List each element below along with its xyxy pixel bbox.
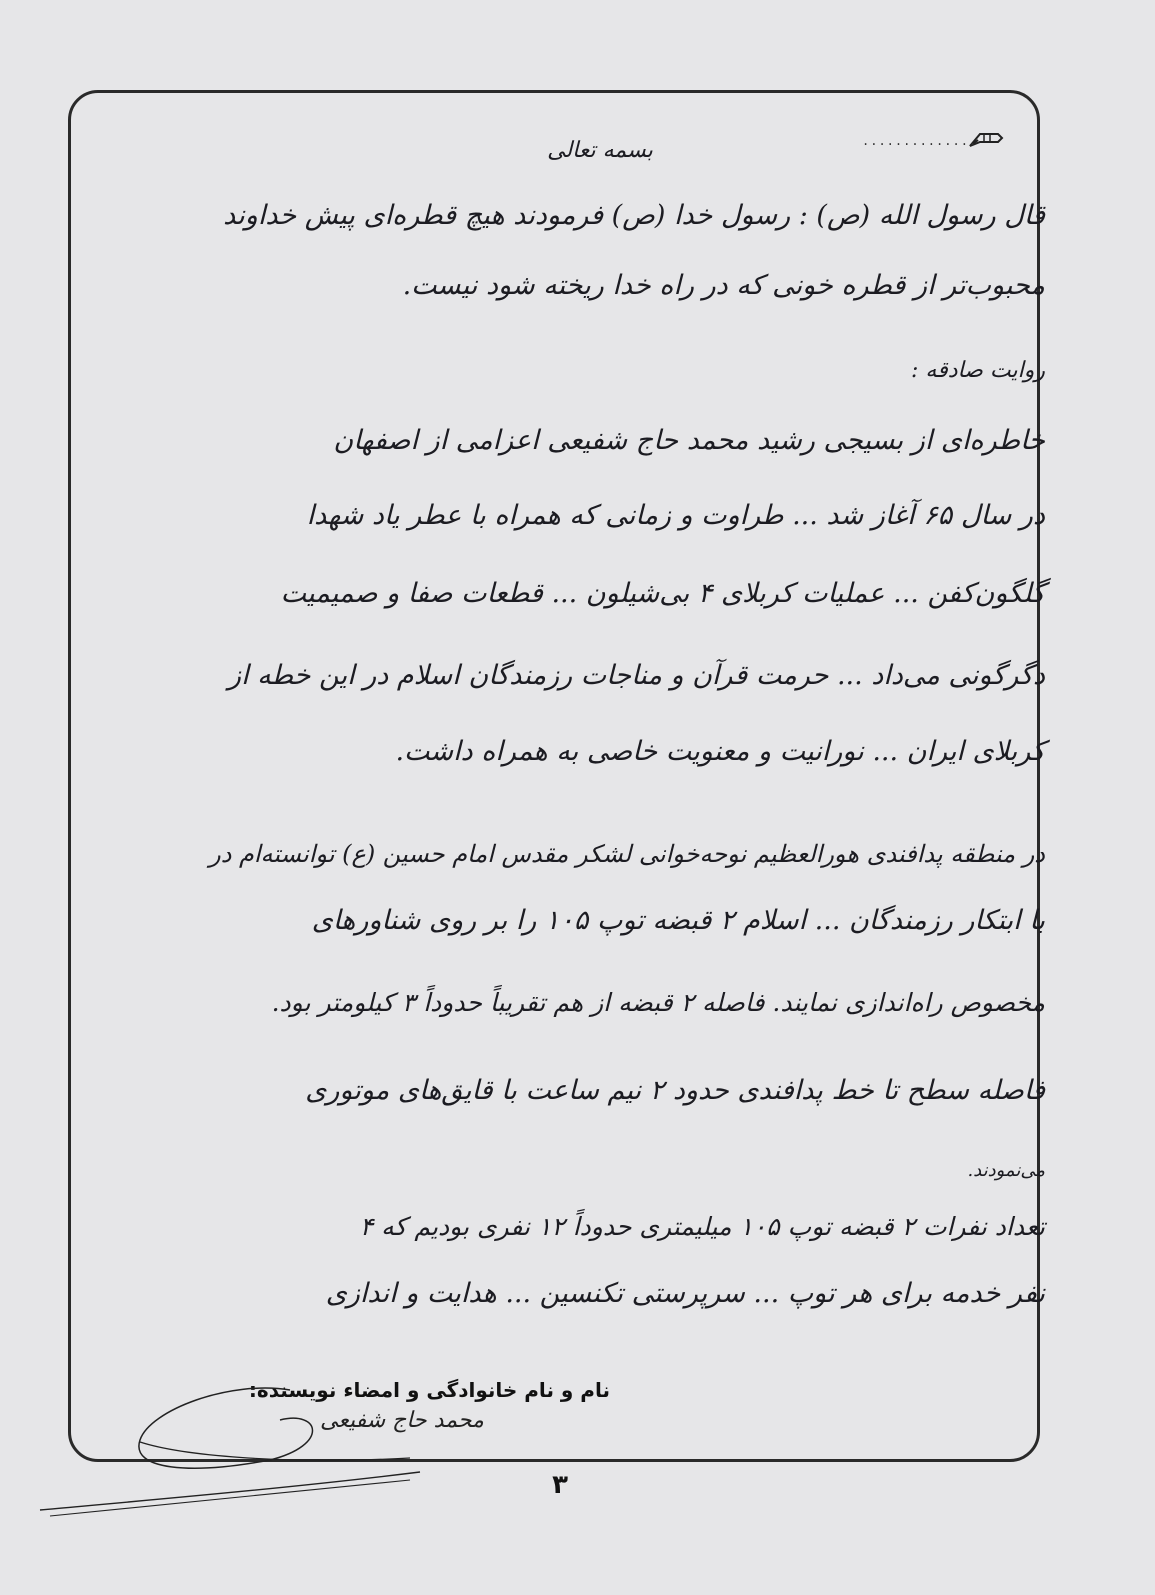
signature-name: محمد حاج شفیعی xyxy=(320,1408,484,1433)
text-line-11: مخصوص راه‌اندازی نمایند. فاصله ۲ قبضه از هم تقریباً حدوداً ۳ کیلومتر بود. xyxy=(271,988,1045,1017)
text-line-6: گلگون‌کفن ... عملیات کربلای ۴ بی‌شیلون ... قطعات صفا و صمیمیت xyxy=(280,578,1045,609)
text-line-10: با ابتکار رزمندگان ... اسلام ۲ قبضه توپ ۱۰۵ را بر روی شناورهای xyxy=(311,905,1045,936)
text-line-7: دگرگونی می‌داد ... حرمت قرآن و مناجات رزمندگان اسلام در این خطه از xyxy=(228,660,1045,691)
text-line-4: خاطره‌ای از بسیجی رشید محمد حاج شفیعی اعزامی از اصفهان xyxy=(333,425,1045,456)
text-line-14: تعداد نفرات ۲ قبضه توپ ۱۰۵ میلیمتری حدوداً ۱۲ نفری بودیم که ۴ xyxy=(359,1212,1045,1241)
text-line-13: می‌نمودند. xyxy=(967,1160,1045,1181)
page-number: ۳ xyxy=(552,1470,568,1500)
text-line-8: کربلای ایران ... نورانیت و معنویت خاصی به همراه داشت. xyxy=(395,736,1045,767)
text-line-5: در سال ۶۵ آغاز شد ... طراوت و زمانی که همراه با عطر یاد شهدا xyxy=(306,500,1045,531)
text-line-2: محبوب‌تر از قطره خونی که در راه خدا ریخته شود نیست. xyxy=(402,270,1045,301)
author-signature-label: نام و نام خانوادگی و امضاء نویسنده: xyxy=(248,1378,610,1402)
text-line-9: در منطقه پدافندی هورالعظیم نوحه‌خوانی لشکر مقدس امام حسین (ع) توانسته‌ام در xyxy=(209,840,1045,868)
heading-basmala: بسمه تعالی xyxy=(547,138,653,163)
text-line-15: نفر خدمه برای هر توپ ... سرپرستی تکنسین ... هدایت و اندازی xyxy=(325,1278,1045,1309)
text-line-3: روایت صادقه : xyxy=(911,358,1045,383)
text-line-12: فاصله سطح تا خط پدافندی حدود ۲ نیم ساعت با قایق‌های موتوری xyxy=(305,1075,1045,1106)
dotted-line: .............. xyxy=(862,134,978,148)
signature-scribble xyxy=(30,1380,430,1530)
text-line-1: قال رسول الله (ص) : رسول خدا (ص) فرمودند هیچ قطره‌ای پیش خداوند xyxy=(223,200,1045,231)
